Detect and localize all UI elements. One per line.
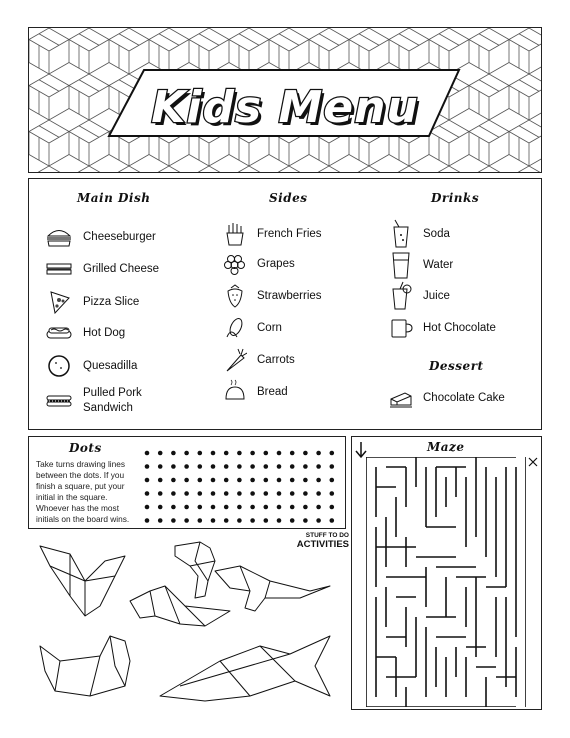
juice-icon [389, 281, 413, 311]
dot[interactable] [145, 518, 150, 523]
cake-icon [389, 387, 413, 409]
dot[interactable] [290, 518, 295, 523]
menu-item-label: Grilled Cheese [83, 262, 160, 275]
dot[interactable] [290, 451, 295, 456]
menu-item-label: Carrots [257, 353, 295, 366]
x-mark-icon [528, 457, 538, 467]
dot[interactable] [330, 464, 335, 469]
menu-item [223, 347, 295, 373]
menu-header [28, 27, 542, 173]
menu-item [389, 250, 453, 280]
menu-item-label: Chocolate Cake [423, 391, 505, 404]
dot[interactable] [303, 464, 308, 469]
origami-fox-icon [130, 586, 230, 626]
dot[interactable] [184, 478, 189, 483]
dot-grid[interactable] [142, 449, 342, 525]
drinks-title: Drinks [431, 191, 480, 205]
dot[interactable] [224, 451, 229, 456]
dot[interactable] [184, 451, 189, 456]
menu-item [389, 219, 450, 249]
menu-item [45, 226, 156, 248]
menu-item-label: Strawberries [257, 289, 322, 302]
activities-subtitle: STUFF TO DO [305, 532, 349, 539]
dot[interactable] [211, 478, 216, 483]
dot[interactable] [277, 518, 282, 523]
page-title: Kids Menu [151, 82, 419, 133]
dot[interactable] [211, 451, 216, 456]
dot[interactable] [250, 491, 255, 496]
menu-section [28, 178, 542, 430]
dot[interactable] [171, 491, 176, 496]
menu-item [223, 221, 322, 247]
mug-icon [389, 316, 413, 340]
menu-item-label: Corn [257, 321, 282, 334]
dot[interactable] [264, 518, 269, 523]
dot[interactable] [224, 464, 229, 469]
dots-instructions: Take turns drawing lines between the dots. If you finish a square, put your initial in the square. Whoever has the most initials on the board wins. [36, 459, 130, 524]
dot[interactable] [145, 478, 150, 483]
dot[interactable] [316, 478, 321, 483]
dot[interactable] [330, 478, 335, 483]
dot[interactable] [171, 505, 176, 510]
dot[interactable] [224, 505, 229, 510]
dot[interactable] [158, 518, 163, 523]
dot[interactable] [198, 464, 203, 469]
dot[interactable] [171, 518, 176, 523]
origami-cat-icon [40, 636, 130, 696]
dot[interactable] [290, 491, 295, 496]
activities-title: ACTIVITIES [296, 539, 349, 550]
dot[interactable] [290, 478, 295, 483]
dot[interactable] [158, 505, 163, 510]
dot[interactable] [184, 491, 189, 496]
dot[interactable] [264, 464, 269, 469]
quesadilla-icon [45, 354, 73, 378]
dot[interactable] [158, 464, 163, 469]
menu-item-label: Pulled Pork Sandwich [83, 387, 142, 414]
menu-item-label: Soda [423, 227, 450, 240]
dot[interactable] [316, 491, 321, 496]
origami-animals [30, 536, 350, 711]
dot[interactable] [264, 491, 269, 496]
strawberry-icon [223, 283, 247, 309]
menu-item [45, 258, 159, 280]
dot[interactable] [145, 464, 150, 469]
dot[interactable] [198, 478, 203, 483]
maze-panel [351, 436, 542, 710]
dot[interactable] [250, 464, 255, 469]
dot[interactable] [277, 505, 282, 510]
dot[interactable] [277, 464, 282, 469]
menu-item-label: Hot Dog [83, 326, 126, 339]
dot[interactable] [316, 464, 321, 469]
menu-item-label: Grapes [257, 257, 295, 270]
dot[interactable] [158, 491, 163, 496]
dot[interactable] [184, 518, 189, 523]
water-glass-icon [389, 250, 413, 280]
dot[interactable] [316, 518, 321, 523]
dot[interactable] [250, 505, 255, 510]
fries-icon [223, 221, 247, 247]
menu-item-label: French Fries [257, 227, 322, 240]
dot[interactable] [158, 451, 163, 456]
dot[interactable] [171, 478, 176, 483]
menu-item [223, 251, 295, 277]
dot[interactable] [277, 478, 282, 483]
dot[interactable] [290, 464, 295, 469]
dot[interactable] [171, 464, 176, 469]
dot[interactable] [171, 451, 176, 456]
dot[interactable] [277, 491, 282, 496]
dot[interactable] [330, 518, 335, 523]
dot[interactable] [316, 451, 321, 456]
dot[interactable] [264, 451, 269, 456]
burger-icon [45, 226, 73, 248]
maze-title: Maze [427, 440, 465, 454]
dot[interactable] [211, 464, 216, 469]
menu-item-label: Hot Chocolate [423, 321, 496, 334]
dot[interactable] [198, 451, 203, 456]
dot[interactable] [198, 505, 203, 510]
dot[interactable] [237, 464, 242, 469]
dot[interactable] [330, 505, 335, 510]
dot[interactable] [237, 451, 242, 456]
origami-shark-icon [160, 636, 330, 701]
dot[interactable] [145, 451, 150, 456]
dot[interactable] [303, 518, 308, 523]
hotdog-icon [45, 322, 73, 344]
grapes-icon [223, 251, 247, 277]
dot[interactable] [277, 451, 282, 456]
dots-title: Dots [69, 441, 102, 455]
dot[interactable] [237, 518, 242, 523]
dot[interactable] [184, 505, 189, 510]
sandwich-icon [45, 258, 73, 280]
dot[interactable] [224, 491, 229, 496]
dot[interactable] [237, 505, 242, 510]
dot[interactable] [184, 464, 189, 469]
dessert-title: Dessert [429, 359, 484, 373]
dot[interactable] [211, 505, 216, 510]
origami-dinosaur-icon [215, 566, 330, 611]
dot[interactable] [316, 505, 321, 510]
bread-icon [223, 379, 247, 405]
dot[interactable] [250, 478, 255, 483]
origami-dog-icon [175, 542, 215, 598]
menu-item-label: Cheeseburger [83, 230, 156, 243]
dot[interactable] [198, 518, 203, 523]
main-dish-title: Main Dish [77, 191, 151, 205]
dot[interactable] [224, 478, 229, 483]
dot[interactable] [250, 451, 255, 456]
dot[interactable] [330, 491, 335, 496]
menu-item [389, 281, 450, 311]
dot[interactable] [303, 478, 308, 483]
maze-grid[interactable] [366, 457, 526, 707]
menu-item [223, 283, 322, 309]
dots-game-panel [28, 436, 346, 529]
dot[interactable] [250, 518, 255, 523]
corn-icon [223, 315, 247, 341]
dot[interactable] [237, 478, 242, 483]
menu-item [45, 354, 137, 378]
dot[interactable] [290, 505, 295, 510]
carrot-icon [223, 347, 247, 373]
origami-bird-icon [40, 546, 125, 616]
dot[interactable] [211, 491, 216, 496]
menu-item-label: Quesadilla [83, 359, 138, 372]
soda-icon [389, 219, 413, 249]
dot[interactable] [303, 451, 308, 456]
menu-item [223, 315, 282, 341]
dot[interactable] [224, 518, 229, 523]
menu-item-label: Juice [423, 289, 450, 302]
dot[interactable] [145, 505, 150, 510]
dot[interactable] [145, 491, 150, 496]
dot[interactable] [237, 491, 242, 496]
dot[interactable] [198, 491, 203, 496]
menu-item [389, 387, 505, 409]
dot[interactable] [211, 518, 216, 523]
dot[interactable] [330, 451, 335, 456]
menu-item-label: Water [423, 258, 454, 271]
menu-item [389, 316, 496, 340]
pizza-icon [45, 290, 73, 314]
sides-title: Sides [269, 191, 308, 205]
dot[interactable] [158, 478, 163, 483]
menu-item [45, 290, 139, 314]
menu-item-label: Pizza Slice [83, 295, 140, 308]
sub-sandwich-icon [45, 390, 73, 412]
menu-item [45, 386, 165, 416]
menu-item [45, 322, 125, 344]
dot[interactable] [264, 505, 269, 510]
dot[interactable] [303, 505, 308, 510]
menu-item-label: Bread [257, 385, 288, 398]
dot[interactable] [264, 478, 269, 483]
menu-item [223, 379, 288, 405]
dot[interactable] [303, 491, 308, 496]
